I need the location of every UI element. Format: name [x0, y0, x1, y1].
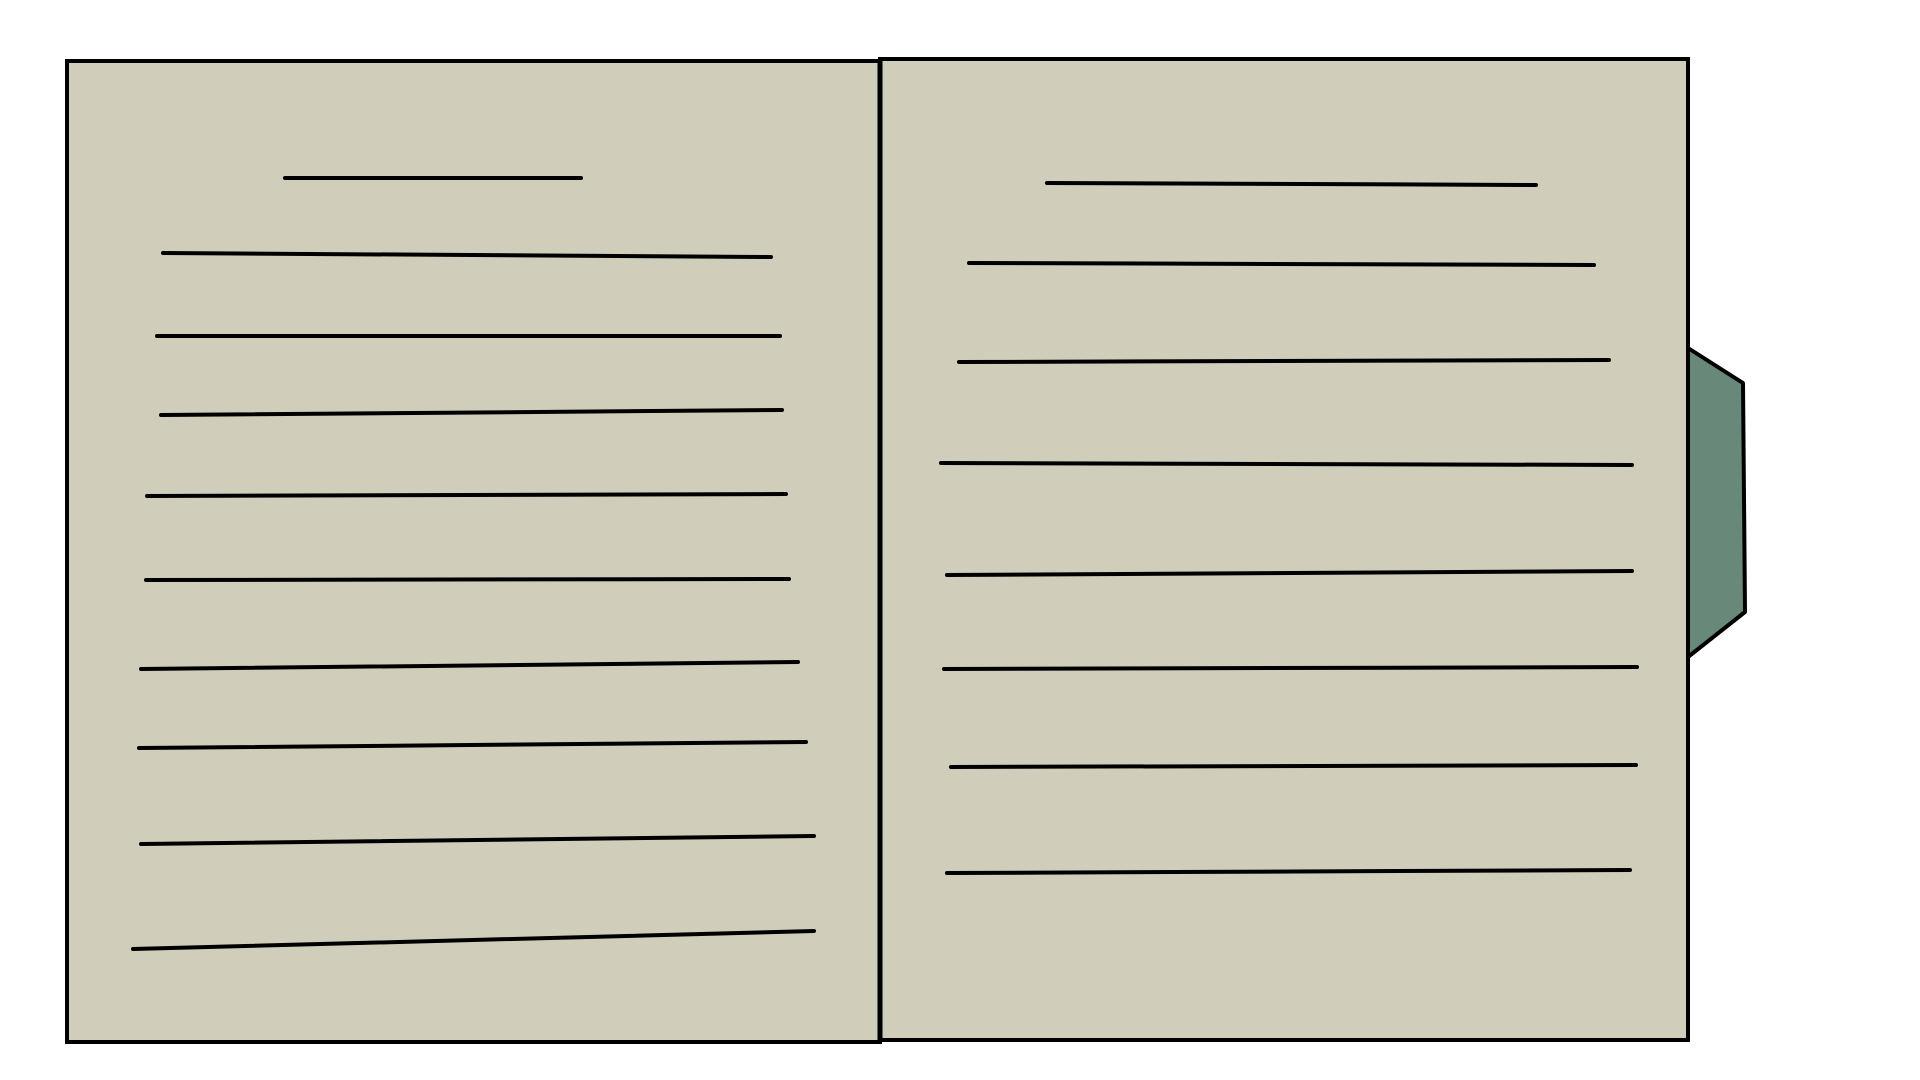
left-page-text-line — [147, 494, 786, 496]
right-page-text-line — [959, 360, 1609, 362]
right-page-text-line — [969, 263, 1594, 265]
bookmark-tab[interactable] — [1688, 348, 1745, 657]
left-page-sheet — [67, 61, 880, 1042]
right-page-sheet — [880, 59, 1688, 1040]
right-page-text-line — [944, 667, 1637, 669]
left-page-text-line — [146, 579, 789, 580]
right-page-text-line — [951, 765, 1636, 767]
right-page-heading-line — [1047, 183, 1536, 185]
right-page — [880, 59, 1688, 1040]
right-page-text-line — [941, 463, 1632, 465]
left-page — [67, 61, 880, 1042]
